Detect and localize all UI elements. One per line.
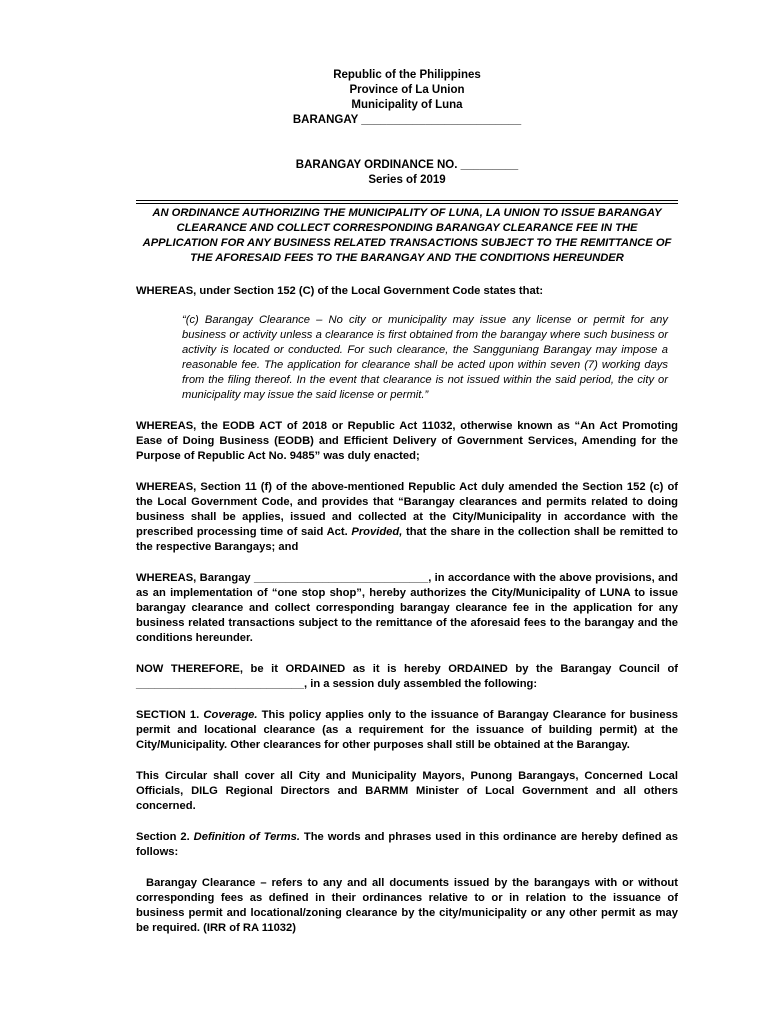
whereas-one-stop-shop (136, 571, 678, 646)
section-2-lead: Section 2. (136, 831, 190, 843)
ordained-term-1: ORDAINED (285, 663, 346, 675)
ordinance-title: AN ORDINANCE AUTHORIZING THE MUNICIPALITY OF LUNA, LA UNION TO ISSUE BARANGAY CLEARANCE AND COLLECT CORRESPONDING BARANGAY CLEARANCE FEE IN THE APPLICATION FOR ANY BUSINESS RELATED TRANSACTIONS SUBJECT TO THE REMITTANCE OF THE AFORESAID FEES TO THE BARANGAY AND THE CONDITIONS HEREUNDER (142, 207, 672, 264)
ordained-term-2: ORDAINED (448, 663, 508, 675)
whereas-section-152: WHEREAS, under Section 152 (C) of the Local Government Code states that: (136, 285, 544, 297)
ordinance-series: Series of 2019 (368, 174, 446, 186)
header-municipality: Municipality of Luna (351, 99, 463, 111)
document-header (136, 0, 678, 128)
whereas-text-1: Section 11 (f) of the above-mentioned Republic Act duly amended the Section 152 (c) of the Local Government Code, and provides that “Barangay clearances and permits related to doing business shall be applies, issued and collected at the City/Municipality in accordance with the prescribed processing time of said Act. (136, 481, 678, 538)
whereas-section-11f (136, 480, 678, 555)
ordinance-number: BARANGAY ORDINANCE NO. _________ (295, 159, 519, 171)
header-province: Province of La Union (349, 84, 465, 96)
header-barangay: BARANGAY _________________________ (292, 114, 522, 126)
ordinance-number-block (136, 158, 678, 188)
provided-term: Provided, (351, 526, 403, 538)
clause-text-1: be it (243, 663, 286, 675)
definition-barangay-clearance: Barangay Clearance – refers to any and all documents issued by the barangays with or without corresponding fees as defined in their ordinances relative to or in relation to the issuance of business permit and locational/zoning clearance by the city/municipality or any other permit as may be required. (IRR of RA 11032) (136, 877, 678, 934)
section-2-heading: Definition of Terms. (193, 831, 300, 843)
section-1-coverage (136, 708, 678, 753)
whereas-text: Barangay ____________________________, in accordance with the above provisions, and as an implementation of “one stop shop”, hereby authorizes the City/Municipality of LUNA to issue barangay clearance and collect corresponding barangay clearance fee in the application for any business related transactions subject to the remittance of the aforesaid fees to the barangay and the conditions hereunder. (136, 572, 678, 644)
section-2-definitions (136, 830, 678, 860)
clause-text-2: as it is hereby (345, 663, 449, 675)
now-therefore-lead: NOW THEREFORE, (136, 663, 243, 675)
section-1-heading: Coverage. (203, 709, 258, 721)
whereas-lead: WHEREAS, (136, 572, 197, 584)
now-therefore-clause (136, 662, 678, 692)
title-rule-bottom (136, 203, 678, 204)
whereas-lead: WHEREAS, (136, 481, 197, 493)
whereas-text-2: that the share in the collection shall be remitted to the respective Barangays; and (136, 526, 678, 553)
title-rule-top (136, 200, 678, 201)
circular-coverage: This Circular shall cover all City and Municipality Mayors, Punong Barangays, Concerned Local Officials, DILG Regional Directors and BARMM Minister of Local Government and all others concerned. (136, 770, 678, 812)
clause-text-3: by the Barangay Council of ___________________________, in a session duly assembled the following: (136, 663, 679, 690)
section-1-lead: SECTION 1. (136, 709, 200, 721)
whereas-eodb-act: WHEREAS, the EODB ACT of 2018 or Republic Act 11032, otherwise known as “An Act Promoting Ease of Doing Business (EODB) and Efficient Delivery of Government Services, Amending for the Purpose of Republic Act No. 9485” was duly enacted; (136, 420, 678, 462)
header-republic: Republic of the Philippines (333, 69, 481, 81)
section-1-text: This policy applies only to the issuance of Barangay Clearance for business permit and locational clearance (as a requirement for the issuance of building permit) at the City/Municipality. Other clearances for other purposes shall still be obtained at the Barangay. (136, 709, 679, 751)
quoted-provision: “(c) Barangay Clearance – No city or municipality may issue any license or permit for any business or activity unless a clearance is first obtained from the barangay where such business or activity is located or conducted. For such clearance, the Sangguniang Barangay may impose a reasonable fee. The application for clearance shall be acted upon within seven (7) working days from the filing thereof. In the event that clearance is not issued within the said period, the city or municipality may issue the said license or permit.” (182, 314, 668, 401)
section-2-text: The words and phrases used in this ordinance are hereby defined as follows: (136, 831, 678, 858)
